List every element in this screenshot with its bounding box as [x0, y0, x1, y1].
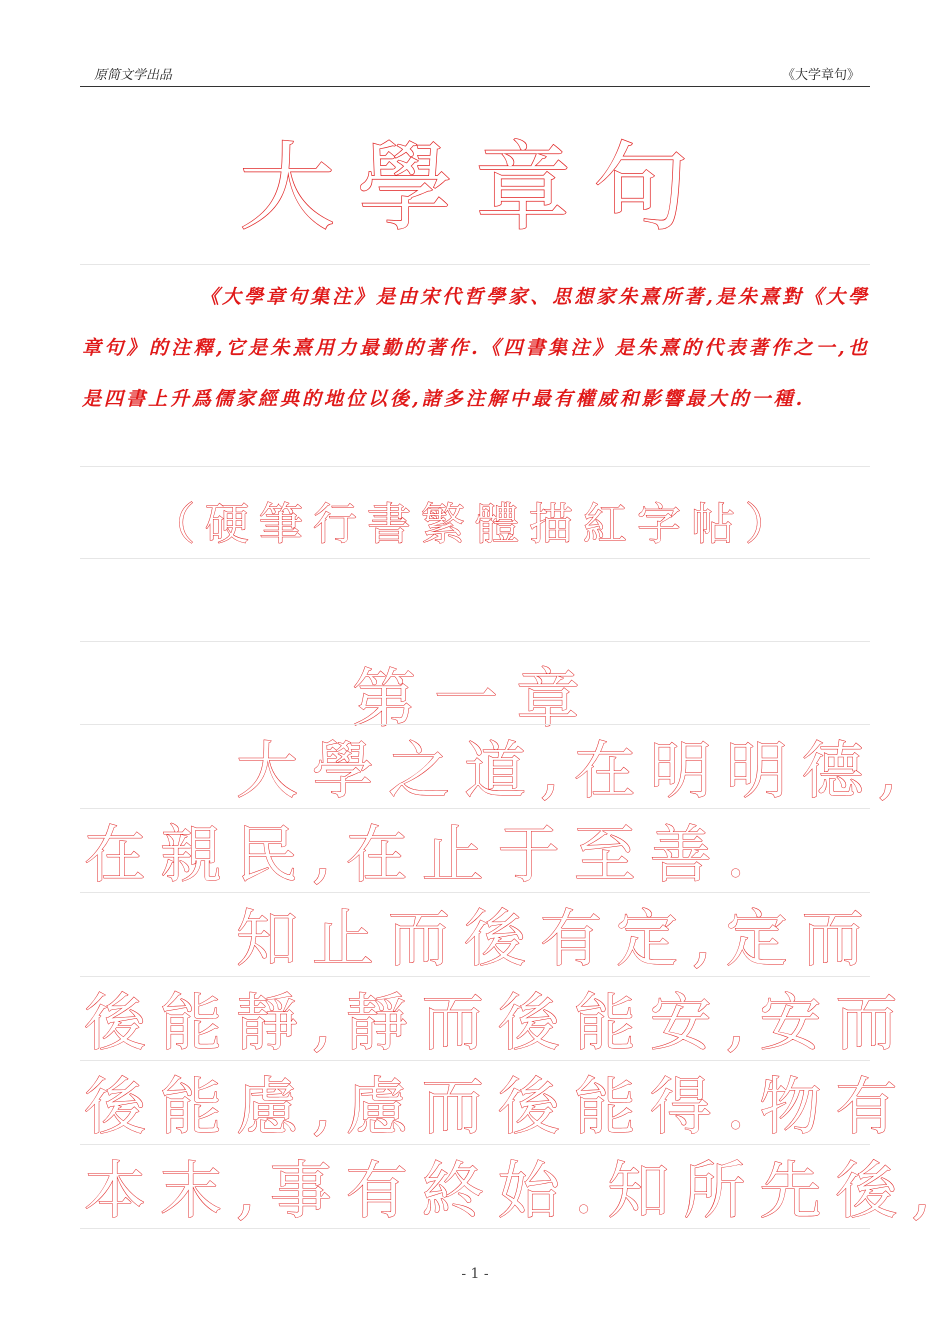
page-header — [80, 62, 870, 87]
guide-line — [80, 724, 870, 725]
tracing-line: 後能靜,靜而後能安,安而 — [84, 986, 912, 1059]
guide-line — [80, 1144, 870, 1145]
guide-line — [80, 558, 870, 559]
page-number: - 1 - — [461, 1266, 489, 1282]
tracing-line: 知止而後有定,定而 — [84, 902, 878, 975]
guide-line — [80, 1060, 870, 1061]
guide-line — [80, 264, 870, 265]
subtitle: （硬筆行書繁體描紅字帖） — [151, 499, 799, 550]
tracing-line: 本末,事有終始.知所先後, — [84, 1154, 946, 1227]
guide-line — [80, 892, 870, 893]
guide-line — [80, 1228, 870, 1229]
chapter-heading: 第一章 — [352, 663, 598, 737]
tracing-line: 大學之道,在明明德, — [84, 734, 912, 807]
guide-line — [80, 641, 870, 642]
tracing-line: 後能慮,慮而後能得.物有 — [84, 1070, 912, 1143]
guide-line — [80, 466, 870, 467]
tracing-line: 在親民,在止于至善. — [84, 818, 760, 891]
intro-paragraph: 《大學章句集注》是由宋代哲學家、思想家朱熹所著,是朱熹對《大學章句》的注釋,它是朱熹用力最勤的著作.《四書集注》是朱熹的代表著作之一,也是四書上升爲儒家經典的地位以後,諸多注解中最有權威和影響最大的一種. — [82, 286, 870, 410]
guide-line — [80, 808, 870, 809]
publisher-label: 原简文学出品 — [94, 68, 173, 83]
main-title: 大學章句 — [239, 132, 711, 244]
guide-line — [80, 976, 870, 977]
book-title-label: 《大学章句》 — [781, 68, 860, 83]
